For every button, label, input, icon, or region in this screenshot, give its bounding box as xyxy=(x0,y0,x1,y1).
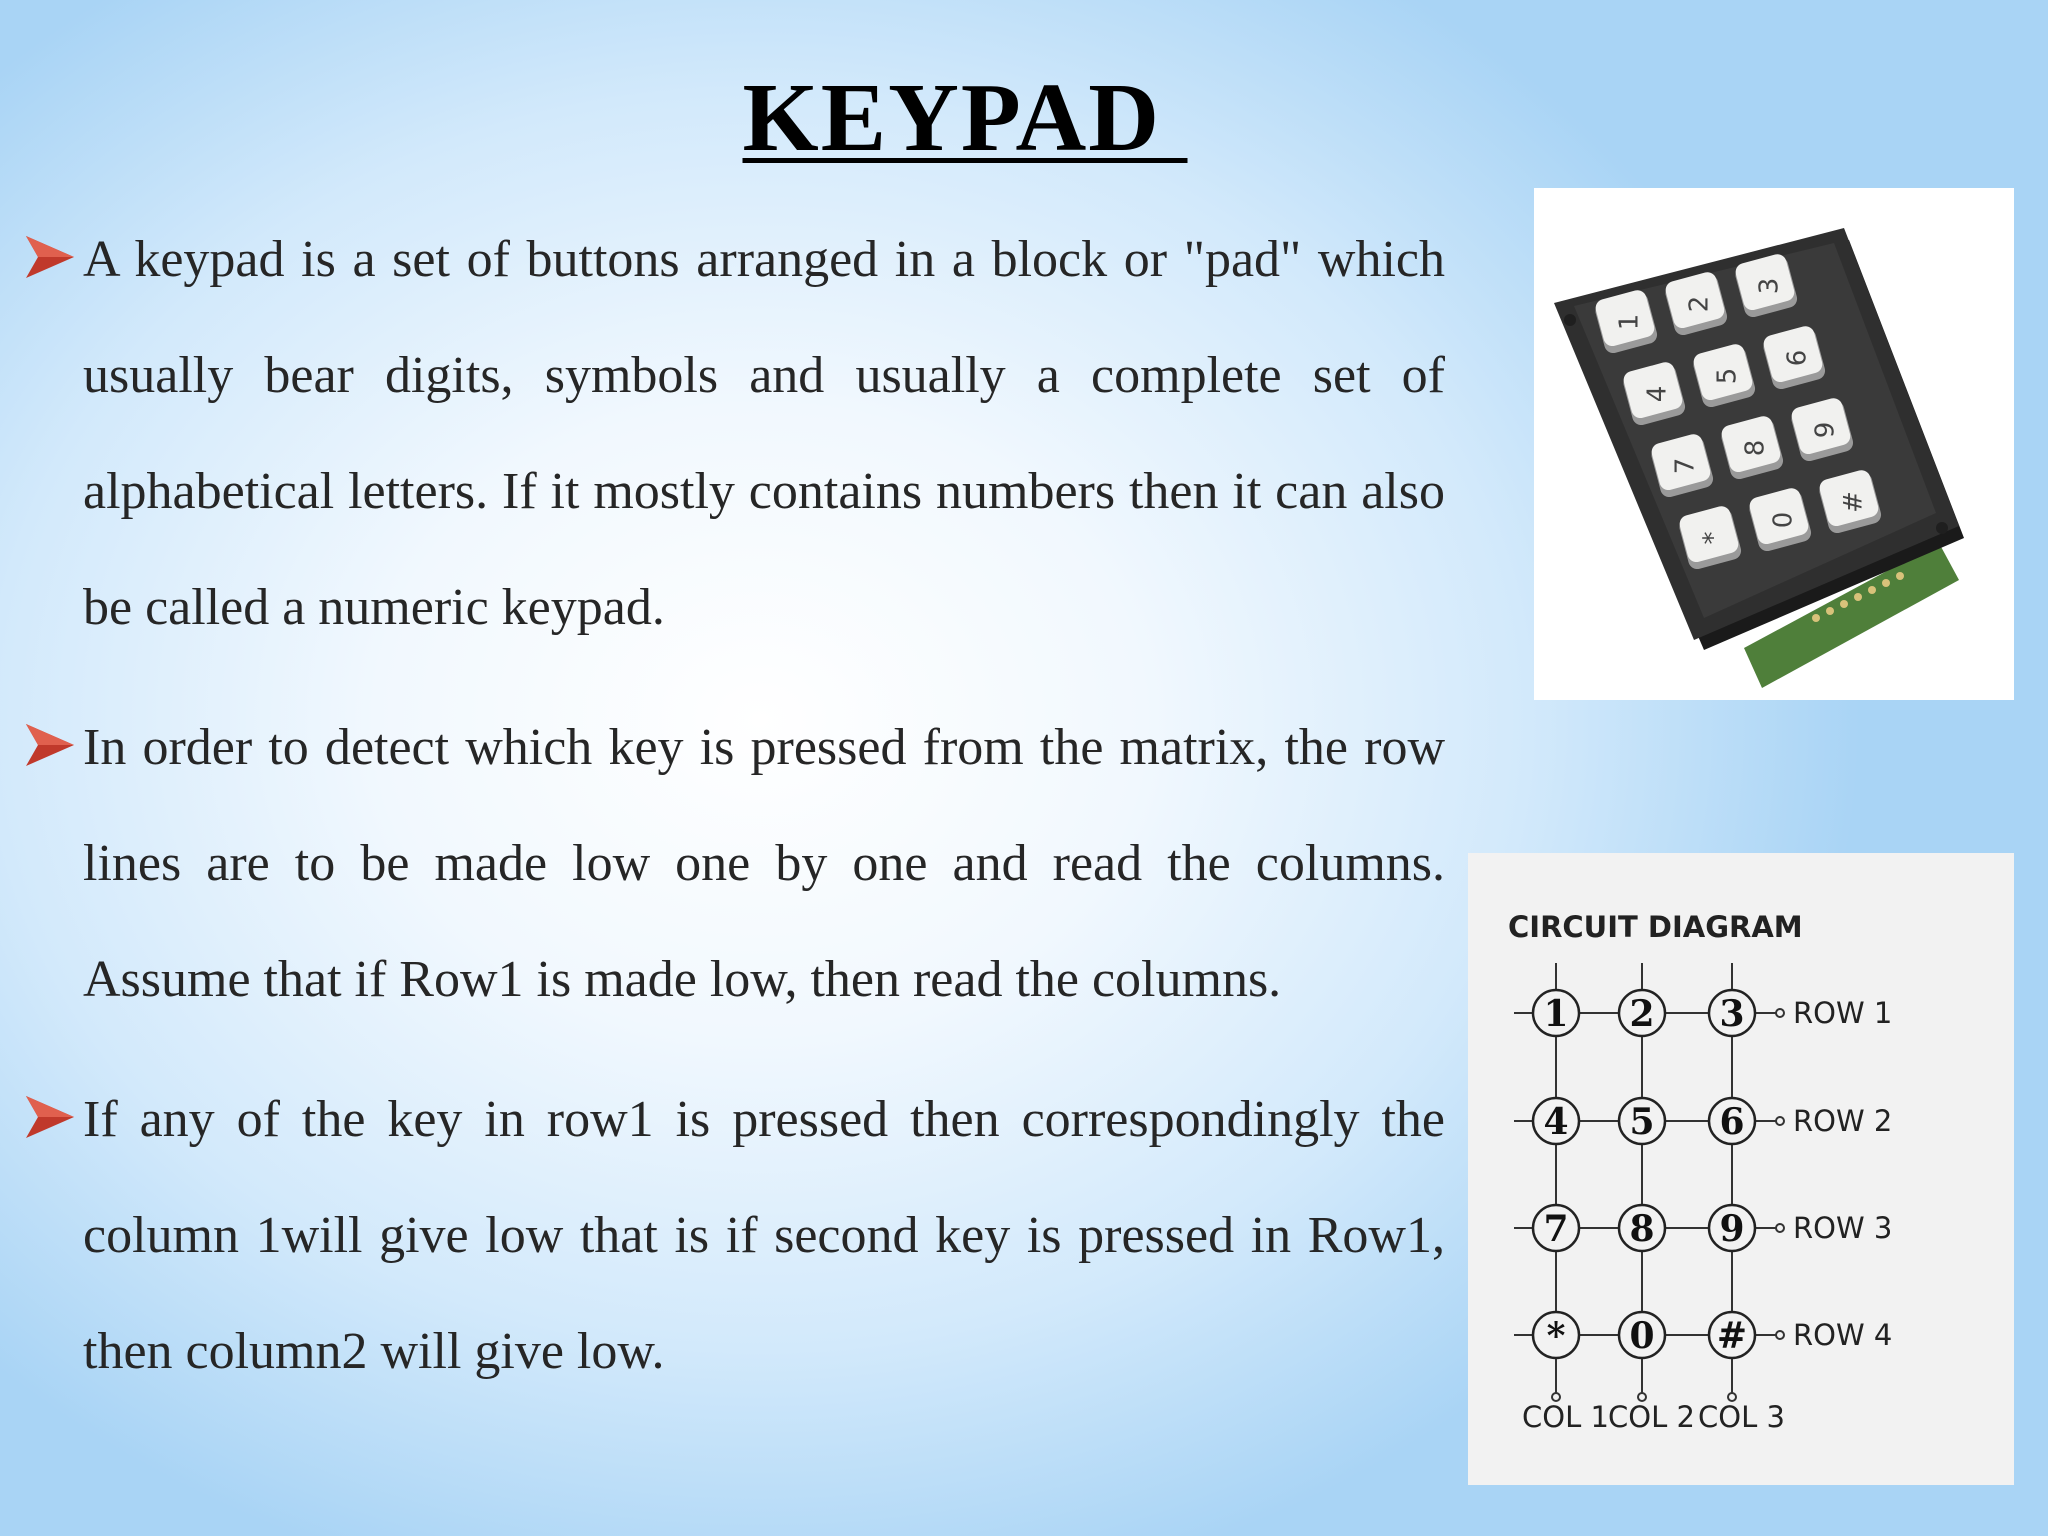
bullet-text: In order to detect which key is pressed from the matrix, the row lines are to be made low one by one and read the columns. Assume that if Row1 is made low, then read the columns. xyxy=(83,719,1445,1008)
row-label: ROW 2 xyxy=(1793,1104,1893,1138)
arrow-icon xyxy=(24,1092,76,1142)
circuit-diagram xyxy=(1468,853,2014,1485)
bullet-text: If any of the key in row1 is pressed then correspondingly the column 1will give low that is if second key is pressed in Row1, then column2 will give low. xyxy=(83,1091,1445,1380)
circuit-key-node xyxy=(1709,1098,1755,1144)
circuit-key-label: 2 xyxy=(1629,993,1655,1035)
circuit-key-node xyxy=(1533,990,1579,1036)
circuit-key-label: 9 xyxy=(1719,1208,1745,1250)
circuit-key-node xyxy=(1709,990,1755,1036)
col-label: COL 2 xyxy=(1608,1400,1695,1434)
keypad-photo-drawing xyxy=(1534,188,2014,700)
circuit-key-label: 6 xyxy=(1719,1101,1745,1143)
keypad-key-label: # xyxy=(1838,491,1869,513)
row-label: ROW 3 xyxy=(1793,1211,1893,1245)
circuit-key-node xyxy=(1619,1205,1665,1251)
keypad-key-label: 1 xyxy=(1614,313,1645,331)
keypad-key-label: 9 xyxy=(1810,421,1841,439)
circuit-key-node xyxy=(1533,1312,1579,1358)
bullet-list xyxy=(20,202,1445,1434)
circuit-heading: CIRCUIT DIAGRAM xyxy=(1508,910,1803,944)
circuit-key-node xyxy=(1619,1312,1665,1358)
row-label: ROW 4 xyxy=(1793,1318,1893,1352)
col-label: COL 3 xyxy=(1698,1400,1785,1434)
circuit-diagram-drawing xyxy=(1468,853,2014,1485)
circuit-key-label: # xyxy=(1716,1315,1748,1357)
keypad-key-label: 3 xyxy=(1754,277,1785,295)
keypad-key-label: 4 xyxy=(1642,385,1673,403)
circuit-key-node xyxy=(1709,1312,1755,1358)
bullet-text: A keypad is a set of buttons arranged in a block or "pad" which usually bear digits, symbols and usually a complete set of alphabetical letters. If it mostly contains numbers then it can also be called a numeric keypad. xyxy=(83,231,1445,636)
keypad-key-label: 6 xyxy=(1782,349,1813,367)
keypad-key-label: 7 xyxy=(1670,457,1701,475)
bullet-item xyxy=(20,690,1445,1038)
circuit-key-node xyxy=(1619,990,1665,1036)
keypad-photo xyxy=(1534,188,2014,700)
bullet-item xyxy=(20,1062,1445,1410)
row-label: ROW 1 xyxy=(1793,996,1893,1030)
bullet-item xyxy=(20,202,1445,666)
circuit-key-label: 4 xyxy=(1543,1101,1569,1143)
circuit-key-label: 7 xyxy=(1543,1208,1569,1250)
circuit-key-label: 0 xyxy=(1629,1315,1655,1357)
slide-title: KEYPAD xyxy=(742,64,1188,172)
keypad-key-label: 8 xyxy=(1740,439,1771,457)
circuit-key-label: 5 xyxy=(1629,1101,1655,1143)
arrow-icon xyxy=(24,720,76,770)
keypad-key-label: 2 xyxy=(1684,295,1715,313)
keypad-key-label: 5 xyxy=(1712,367,1743,385)
col-label: COL 1 xyxy=(1522,1400,1609,1434)
circuit-key-label: * xyxy=(1546,1315,1566,1357)
circuit-key-label: 1 xyxy=(1543,993,1569,1035)
circuit-key-label: 3 xyxy=(1719,993,1745,1035)
circuit-key-label: 8 xyxy=(1629,1208,1655,1250)
keypad-key-label: * xyxy=(1698,531,1729,545)
arrow-icon xyxy=(24,232,76,282)
circuit-key-node xyxy=(1619,1098,1665,1144)
keypad-key-label: 0 xyxy=(1768,511,1799,529)
circuit-key-node xyxy=(1709,1205,1755,1251)
circuit-key-node xyxy=(1533,1205,1579,1251)
circuit-key-node xyxy=(1533,1098,1579,1144)
